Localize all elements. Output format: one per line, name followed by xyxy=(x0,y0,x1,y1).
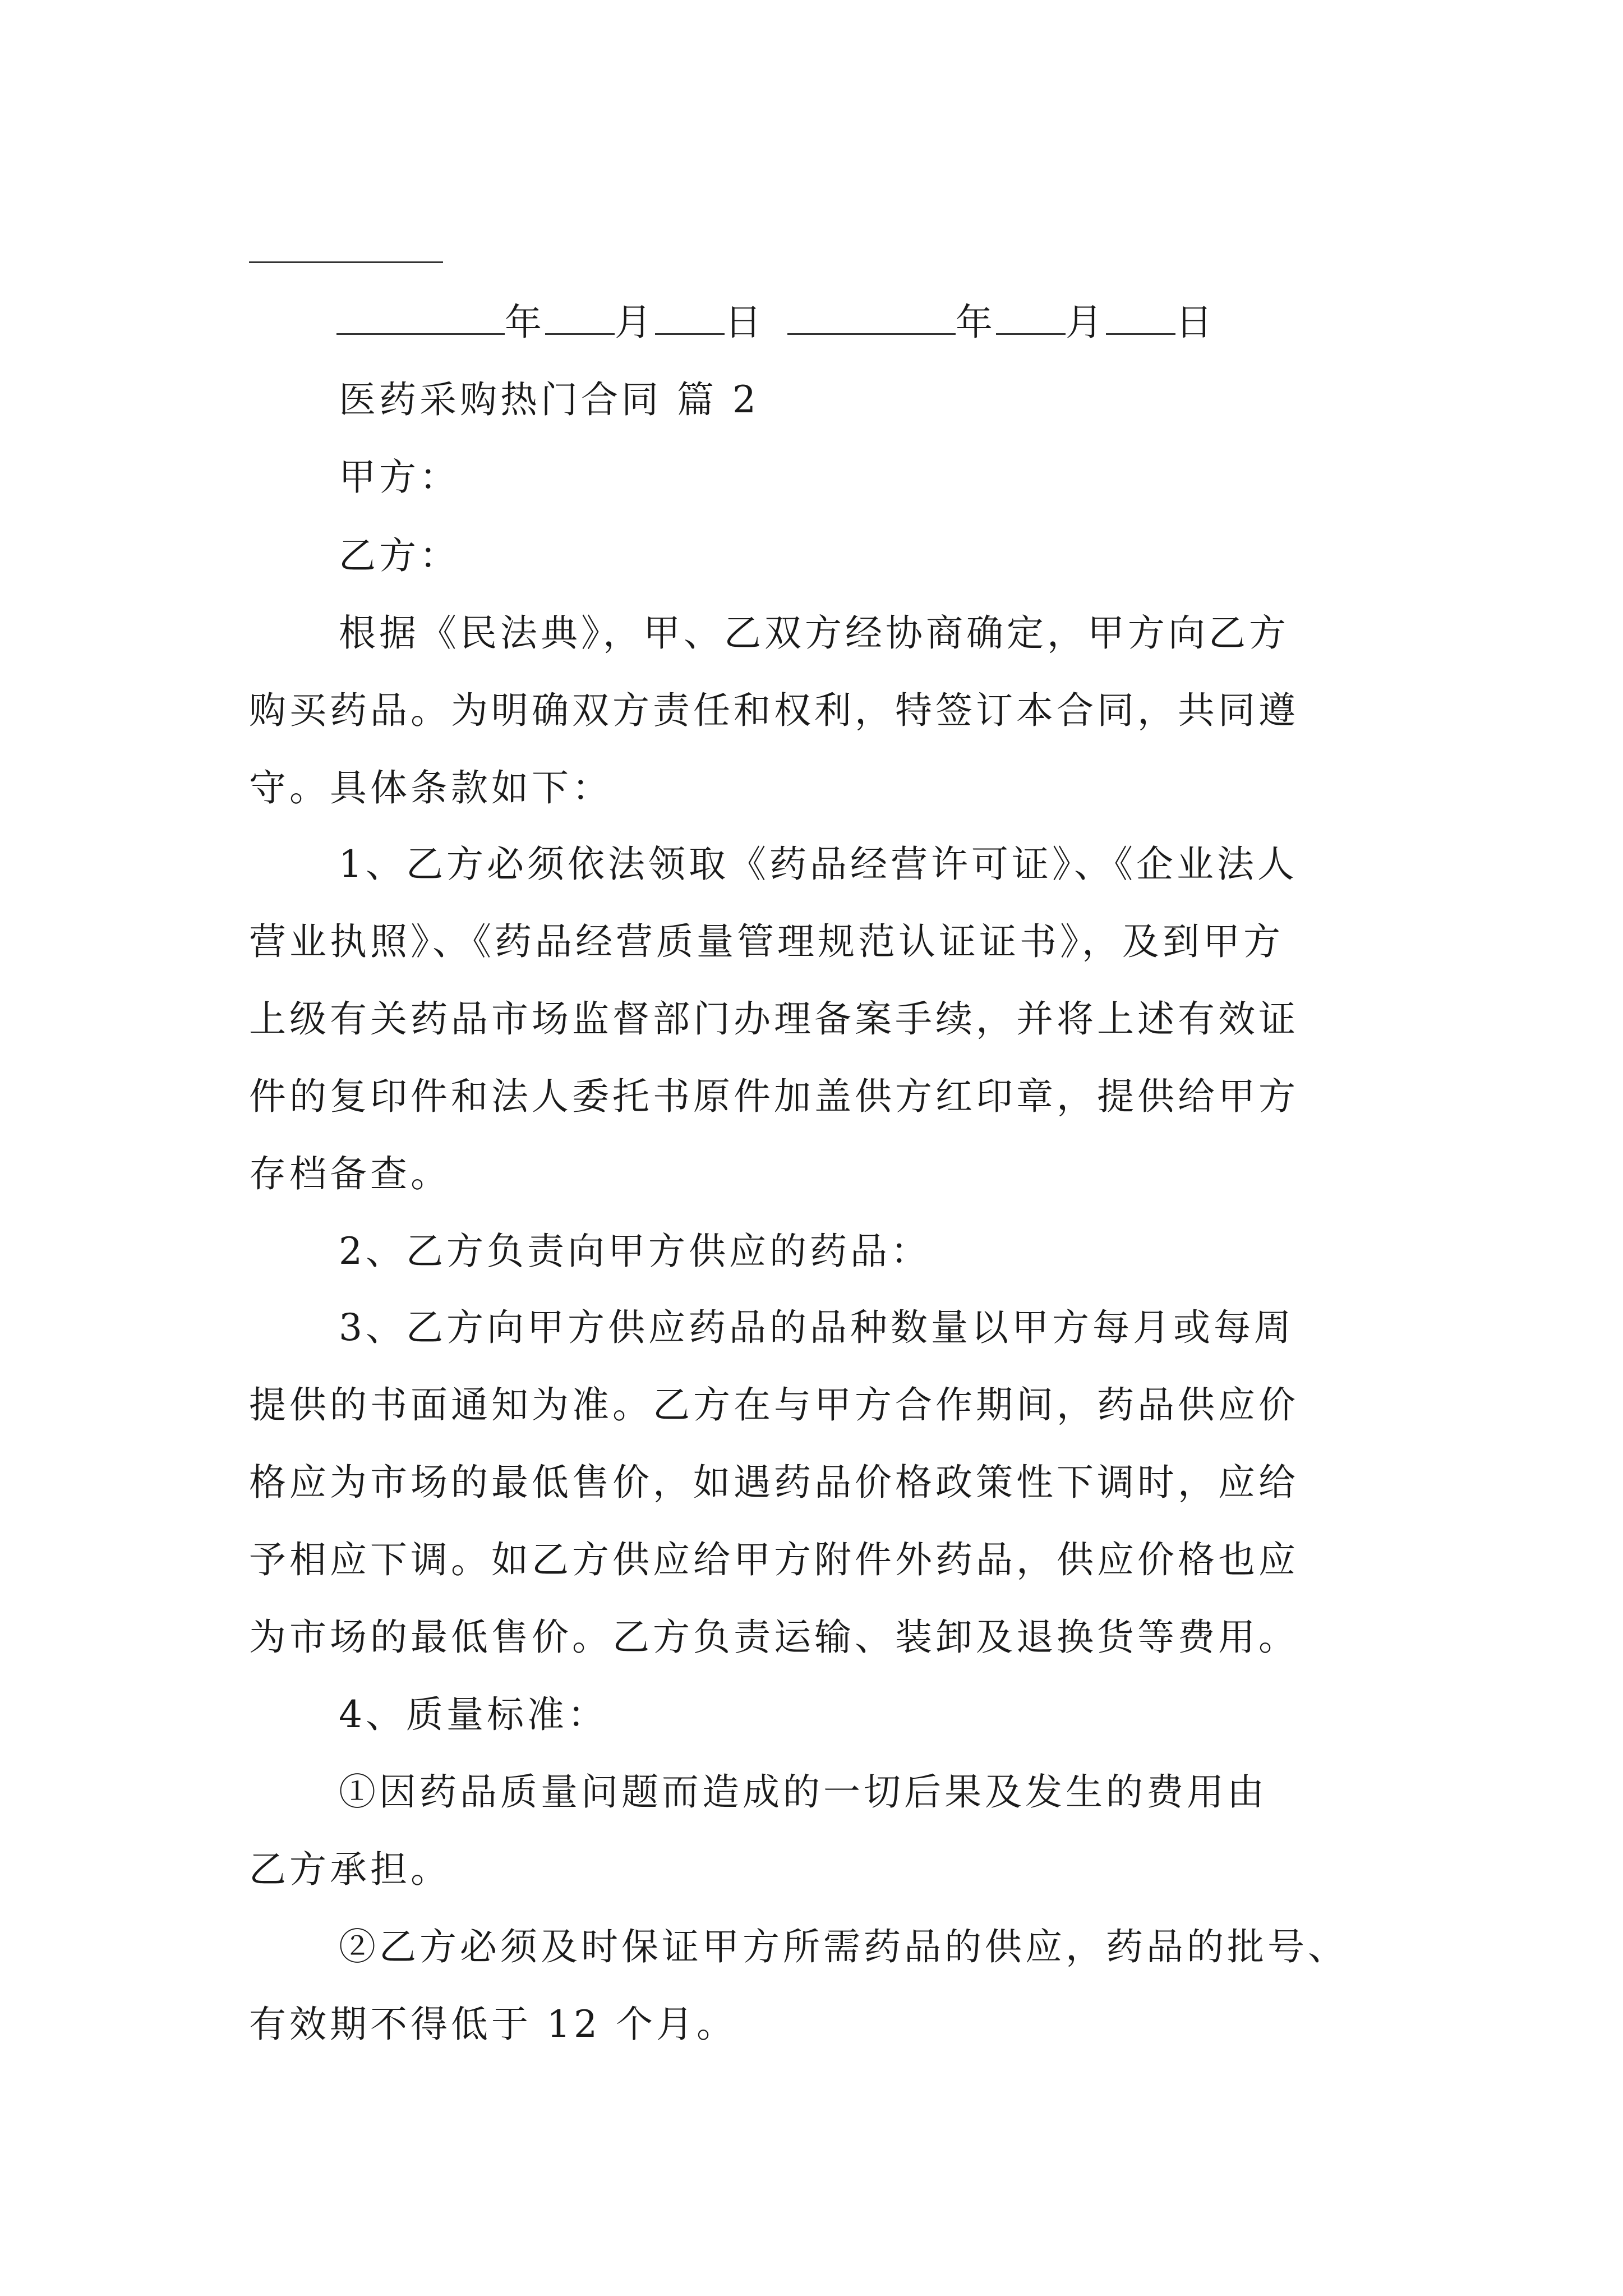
body-line: 为市场的最低售价。乙方负责运输、装卸及退换货等费用。 xyxy=(249,1616,1299,1659)
day-label-2: 日 xyxy=(1175,301,1216,344)
body-line: 根据《民法典》，甲、乙双方经协商确定，甲方向乙方 xyxy=(339,611,1289,655)
body-line: 予相应下调。如乙方供应给甲方附件外药品，供应价格也应 xyxy=(249,1538,1299,1581)
clause-1: 1、乙方必须依法领取《药品经营许可证》、《企业法人 xyxy=(339,843,1298,886)
month-blank-2 xyxy=(996,298,1066,335)
body-line: 提供的书面通知为准。乙方在与甲方合作期间，药品供应价 xyxy=(249,1383,1299,1427)
year-label: 年 xyxy=(505,301,545,344)
day-label: 日 xyxy=(725,301,765,344)
signature-rule xyxy=(249,261,443,263)
body-line: 存档备查。 xyxy=(249,1152,451,1195)
sub-clause-2: ②乙方必须及时保证甲方所需药品的供应，药品的批号、 xyxy=(339,1925,1348,1968)
body-line: 件的复印件和法人委托书原件加盖供方红印章，提供给甲方 xyxy=(249,1075,1299,1118)
date-signature-row xyxy=(336,297,1216,348)
body-line: 购买药品。为明确双方责任和权利，特签订本合同，共同遵 xyxy=(249,689,1299,732)
body-line: 格应为市场的最低售价，如遇药品价格政策性下调时，应给 xyxy=(249,1461,1299,1504)
body-line: 有效期不得低于 12 个月。 xyxy=(249,2003,737,2046)
clause-3: 3、乙方向甲方供应药品的品种数量以甲方每月或每周 xyxy=(339,1306,1294,1349)
party-b-label: 乙方： xyxy=(339,534,460,577)
clause-2: 2、乙方负责向甲方供应的药品： xyxy=(339,1230,931,1273)
month-blank xyxy=(545,298,615,335)
year-label-2: 年 xyxy=(956,301,996,344)
party-a-label: 甲方： xyxy=(339,455,460,499)
body-line: 营业执照》、《药品经营质量管理规范认证证书》，及到甲方 xyxy=(249,920,1284,963)
clause-4: 4、质量标准： xyxy=(339,1693,608,1736)
year-blank-2 xyxy=(787,298,956,335)
year-blank xyxy=(336,298,505,335)
day-blank xyxy=(655,298,725,335)
day-blank-2 xyxy=(1106,298,1175,335)
sub-clause-1: ①因药品质量问题而造成的一切后果及发生的费用由 xyxy=(339,1770,1267,1814)
body-line: 乙方承担。 xyxy=(249,1848,451,1891)
body-line: 上级有关药品市场监督部门办理备案手续，并将上述有效证 xyxy=(249,997,1299,1041)
body-line: 守。具体条款如下： xyxy=(249,766,612,809)
month-label: 月 xyxy=(615,301,655,344)
month-label-2: 月 xyxy=(1066,301,1106,344)
document-title: 医药采购热门合同 篇 2 xyxy=(339,378,759,421)
